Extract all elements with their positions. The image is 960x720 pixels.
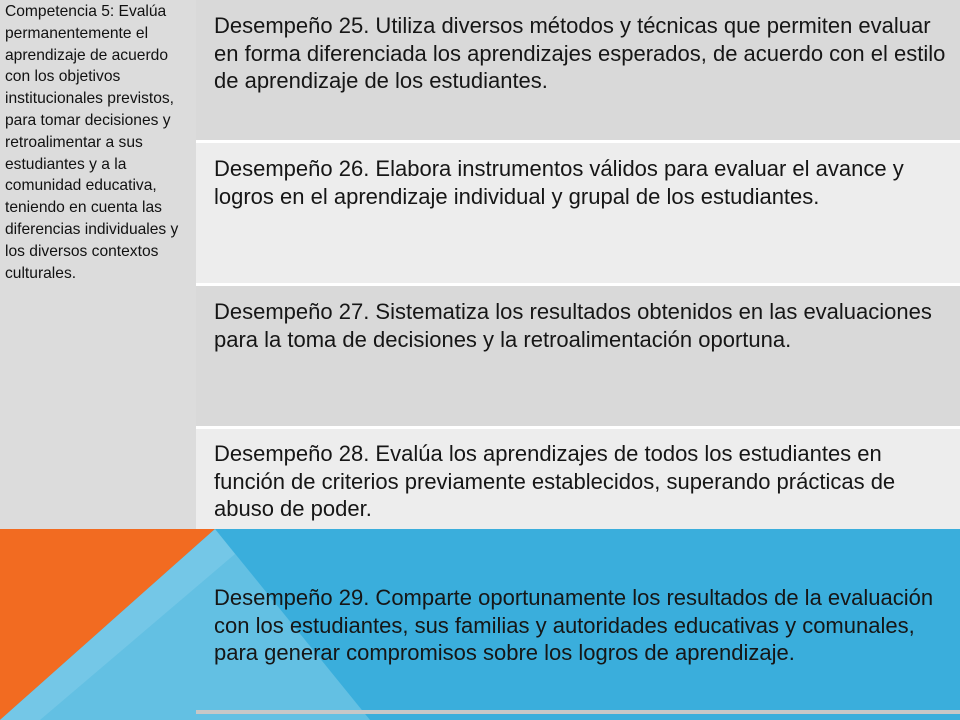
performance-row xyxy=(196,143,960,286)
performance-28-text: Desempeño 28. Evalúa los aprendizajes de todos los estudiantes en función de criterios previamente establecidos, superando prácticas de abuso de poder. xyxy=(214,441,896,521)
performance-27-text: Desempeño 27. Sistematiza los resultados obtenidos en las evaluaciones para la toma de decisiones y la retroalimentación oportuna. xyxy=(214,299,932,352)
performance-26-text: Desempeño 26. Elabora instrumentos válidos para evaluar el avance y logros en el aprendizaje individual y grupal de los estudiantes. xyxy=(214,156,904,209)
performance-25-text: Desempeño 25. Utiliza diversos métodos y técnicas que permiten evaluar en forma diferenciada los aprendizajes esperados, de acuerdo con el estilo de aprendizaje de los estudiantes. xyxy=(214,13,946,93)
performance-row xyxy=(196,429,960,529)
performance-row xyxy=(196,568,960,714)
performance-29-text: Desempeño 29. Comparte oportunamente los resultados de la evaluación con los estudiantes, sus familias y autoridades educativas y comunales, para generar compromisos sobre los logros de aprendizaje. xyxy=(214,585,934,665)
performance-row xyxy=(196,0,960,143)
competency-text: Competencia 5: Evalúa permanentemente el aprendizaje de acuerdo con los objetivos institucionales previstos, para tomar decisiones y retroalimentar a sus estudiantes y a la comunidad educativa, teniendo en cuenta las diferencias individuales y los diversos contextos culturales. xyxy=(5,3,179,282)
competency-cell xyxy=(0,0,196,529)
performance-row xyxy=(196,286,960,429)
